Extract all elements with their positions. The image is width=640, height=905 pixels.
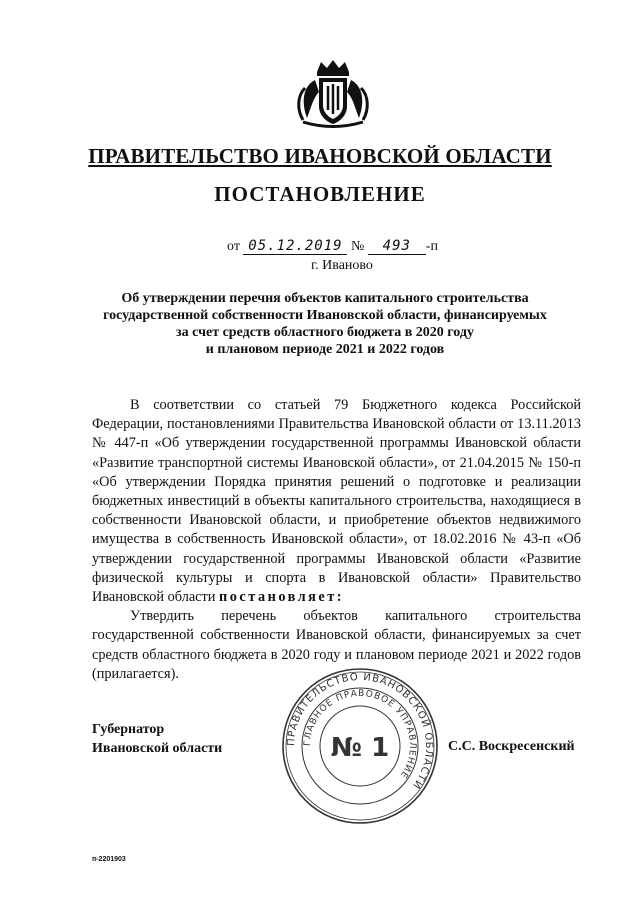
subject-line: государственной собственности Ивановской области, финансируемых bbox=[103, 308, 547, 323]
subject-line: Об утверждении перечня объектов капитального строительства bbox=[121, 291, 529, 306]
date-prefix: от bbox=[227, 239, 240, 254]
decree-body bbox=[92, 396, 581, 684]
city-line: г. Иваново bbox=[311, 258, 373, 273]
date-number-line bbox=[227, 238, 438, 255]
organization-title: ПРАВИТЕЛЬСТВО ИВАНОВСКОЙ ОБЛАСТИ bbox=[88, 144, 552, 168]
stamp-inner-text: ГЛАВНОЕ ПРАВОВОЕ УПРАВЛЕНИЕ bbox=[302, 688, 418, 781]
decree-subject bbox=[90, 290, 560, 358]
document-code: п-2201903 bbox=[92, 856, 126, 863]
operative-paragraph: Утвердить перечень объектов капитального строительства государственной собственности Ивановской области, финансируемых за счет средств областного бюджета в 2020 году и плановом периоде 2021 и 2022 годов (прилагается). bbox=[92, 608, 581, 682]
number-suffix: -п bbox=[425, 239, 438, 254]
signatory-name: С.С. Воскресенский bbox=[448, 739, 575, 754]
preamble-text: В соответствии со статьей 79 Бюджетного кодекса Российской Федерации, постановлениями Правительства Ивановской области от 13.11.2013 № 447-п «Об утверждении государственной программы Ивановской области «Развитие транспортной системы Ивановской области», от 21.04.2015 № 150-п «Об утверждении Порядка принятия решений о подготовке и реализации бюджетных инвестиций в объекты капитального строительства, находящиеся в собственности Ивановской области, и приобретение объектов недвижимого имущества в собственность Ивановской области», от 18.02.2016 № 43-п «Об утверждении государственной программы Ивановской области «Развитие физической культуры и спорта в Ивановской области» Правительство Ивановской области bbox=[92, 397, 581, 606]
coat-of-arms-emblem bbox=[293, 58, 373, 130]
document-type-heading: ПОСТАНОВЛЕНИЕ bbox=[214, 182, 426, 206]
signatory-title bbox=[92, 720, 222, 758]
subject-line: и плановом периоде 2021 и 2022 годов bbox=[205, 342, 445, 357]
preamble-paragraph bbox=[92, 396, 581, 607]
signatory-title-line: Губернатор bbox=[92, 722, 165, 737]
stamp-center-number: № 1 bbox=[330, 733, 390, 763]
decree-word: постановляет: bbox=[219, 589, 345, 606]
official-seal-stamp bbox=[280, 666, 440, 826]
signatory-title-line: Ивановской области bbox=[92, 741, 223, 756]
stamp-outer-text: ПРАВИТЕЛЬСТВО ИВАНОВСКОЙ ОБЛАСТИ bbox=[285, 671, 435, 791]
handwritten-number: 493 bbox=[368, 238, 426, 255]
number-sign: № bbox=[350, 239, 365, 254]
subject-line: за счет средств областного бюджета в 2020 году bbox=[176, 325, 474, 340]
handwritten-date: 05.12.2019 bbox=[243, 238, 347, 255]
